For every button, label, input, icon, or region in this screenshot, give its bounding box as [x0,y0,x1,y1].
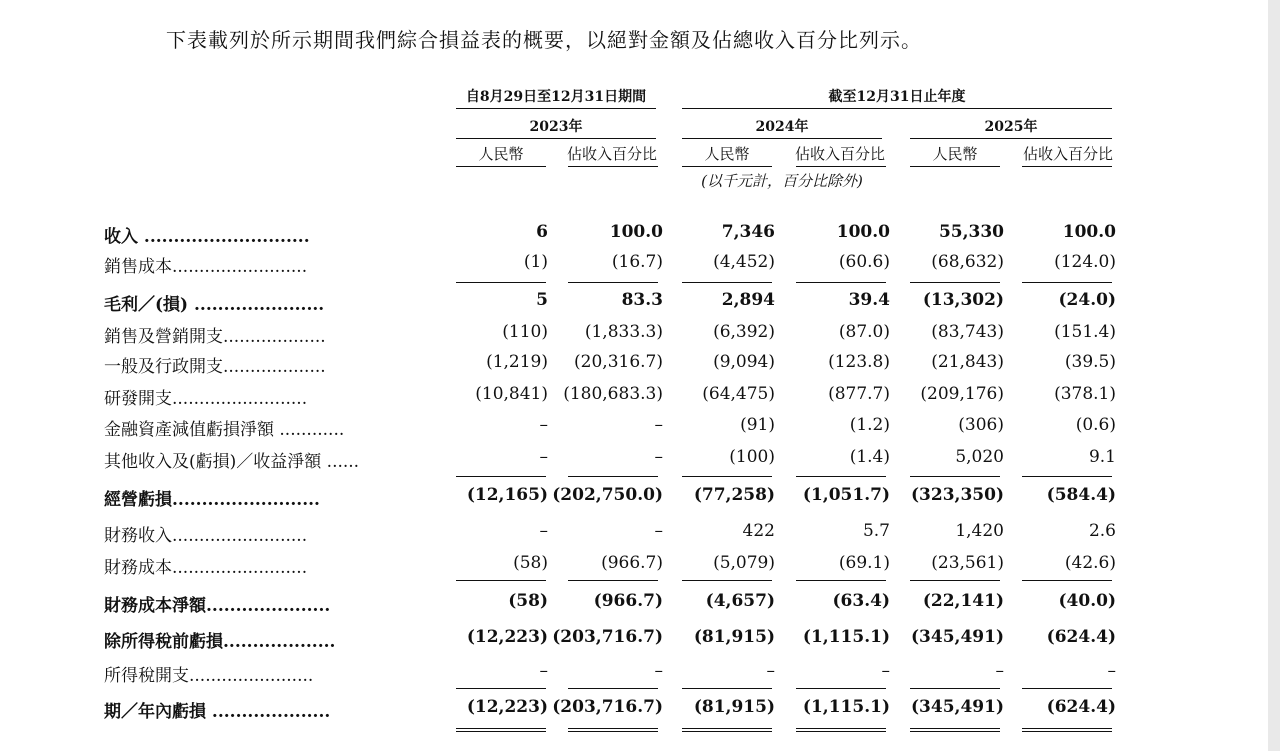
header-rule [682,108,1112,109]
row-label: 研發開支......................... [104,389,308,409]
value-cell: (81,915) [693,697,775,717]
header-period-2023: 自8月29日至12月31日期間 [465,89,647,105]
subtotal-rule [568,476,658,477]
table-row [0,352,1280,380]
value-cell: – [881,661,890,681]
subtotal-rule [1022,580,1112,581]
value-cell: 83.3 [621,290,663,310]
value-cell: (87.0) [838,322,890,342]
table-row [0,661,1280,689]
value-cell: (203,716.7) [552,697,663,717]
table-row [0,384,1280,412]
subtotal-rule [1022,476,1112,477]
value-cell: 100.0 [836,222,890,242]
value-cell: – [654,415,663,435]
unit-note: (以千元計，百分比除外) [701,172,863,190]
value-cell: (21,843) [931,352,1004,372]
intro-text: 下表載列於所示期間我們綜合損益表的概要，以絕對金額及佔總收入百分比列示。 [166,28,922,52]
header-rule [910,138,1112,139]
table-row [0,485,1280,513]
value-cell: 5,020 [955,447,1004,467]
value-cell: (0.6) [1075,415,1116,435]
table-row [0,252,1280,280]
value-cell: – [654,661,663,681]
value-cell: (323,350) [911,485,1004,505]
value-cell: – [539,415,548,435]
value-cell: (42.6) [1064,553,1116,573]
subtotal-rule [456,476,546,477]
subtotal-rule [682,688,772,689]
value-cell: (6,392) [713,322,775,342]
table-row [0,415,1280,443]
subtotal-rule [456,580,546,581]
value-cell: (77,258) [693,485,775,505]
subtotal-rule [910,688,1000,689]
subtotal-rule [568,282,658,283]
total-double-rule [456,728,546,732]
value-cell: (4,452) [713,252,775,272]
row-label: 其他收入及(虧損)／收益淨額 ...... [104,452,360,472]
table-row [0,290,1280,318]
value-cell: (1,115.1) [802,697,890,717]
value-cell: (58) [513,553,548,573]
value-cell: (306) [958,415,1004,435]
value-cell: (345,491) [911,627,1004,647]
subtotal-rule [682,580,772,581]
row-label: 一般及行政開支................... [104,357,326,377]
value-cell: (39.5) [1064,352,1116,372]
subtotal-rule [796,282,886,283]
value-cell: (1.4) [849,447,890,467]
header-2023: 2023年 [529,119,583,135]
value-cell: (1,115.1) [802,627,890,647]
total-double-rule [568,728,658,732]
value-cell: (584.4) [1046,485,1116,505]
header-rule [682,138,882,139]
subtotal-rule [568,580,658,581]
value-cell: (13,302) [922,290,1004,310]
value-cell: – [766,661,775,681]
value-cell: – [654,447,663,467]
subtotal-rule [796,580,886,581]
header-rmb: 人民幣 [478,145,524,163]
value-cell: (22,141) [922,591,1004,611]
row-label: 金融資產減值虧損淨額 ............ [104,420,345,440]
value-cell: (4,657) [705,591,775,611]
value-cell: 39.4 [848,290,890,310]
value-cell: 2.6 [1088,521,1116,541]
value-cell: 7,346 [721,222,775,242]
header-pct: 佔收入百分比 [566,145,657,163]
value-cell: (1.2) [849,415,890,435]
value-cell: 5 [536,290,548,310]
table-row [0,322,1280,350]
value-cell: (12,223) [466,697,548,717]
row-label: 財務成本淨額..................... [104,596,331,616]
subtotal-rule [910,476,1000,477]
value-cell: (100) [729,447,775,467]
value-cell: (1) [523,252,548,272]
total-double-rule [1022,728,1112,732]
value-cell: 422 [742,521,775,541]
value-cell: 100.0 [609,222,663,242]
table-row [0,553,1280,581]
subtotal-rule [568,688,658,689]
total-double-rule [796,728,886,732]
value-cell: (110) [502,322,548,342]
value-cell: (63.4) [832,591,890,611]
value-cell: 9.1 [1088,447,1116,467]
header-rmb: 人民幣 [704,145,750,163]
value-cell: (12,223) [466,627,548,647]
table-row [0,627,1280,655]
value-cell: (966.7) [601,553,663,573]
row-label: 財務成本......................... [104,558,308,578]
value-cell: (83,743) [931,322,1004,342]
header-rule [796,166,886,167]
table-row [0,447,1280,475]
subtotal-rule [1022,282,1112,283]
header-rule [568,166,658,167]
header-2024: 2024年 [755,119,809,135]
header-rule [456,108,656,109]
row-label: 收入 ............................ [104,227,310,247]
value-cell: (69.1) [838,553,890,573]
value-cell: – [654,521,663,541]
header-pct: 佔收入百分比 [794,145,885,163]
row-label: 銷售及營銷開支................... [104,327,326,347]
table-row [0,222,1280,250]
table-row [0,591,1280,619]
header-rule [456,138,656,139]
subtotal-rule [682,476,772,477]
row-label: 經營虧損......................... [104,490,320,510]
value-cell: (9,094) [713,352,775,372]
value-cell: (68,632) [931,252,1004,272]
value-cell: (20,316.7) [574,352,663,372]
header-pct: 佔收入百分比 [1022,145,1113,163]
row-label: 所得稅開支....................... [104,666,314,686]
value-cell: 5.7 [862,521,890,541]
value-cell: (1,219) [486,352,548,372]
value-cell: (58) [508,591,548,611]
value-cell: (202,750.0) [552,485,663,505]
subtotal-rule [796,688,886,689]
subtotal-rule [796,476,886,477]
value-cell: (624.4) [1046,697,1116,717]
subtotal-rule [456,688,546,689]
table-row [0,521,1280,549]
value-cell: 55,330 [938,222,1004,242]
subtotal-rule [1022,688,1112,689]
total-double-rule [910,728,1000,732]
value-cell: (345,491) [911,697,1004,717]
value-cell: (124.0) [1054,252,1116,272]
header-rule [682,166,772,167]
value-cell: (16.7) [611,252,663,272]
value-cell: (624.4) [1046,627,1116,647]
value-cell: (1,833.3) [584,322,663,342]
value-cell: 100.0 [1062,222,1116,242]
value-cell: (966.7) [593,591,663,611]
row-label: 財務收入......................... [104,526,308,546]
row-label: 毛利／(損) ...................... [104,295,325,315]
value-cell: (877.7) [828,384,890,404]
value-cell: (64,475) [702,384,775,404]
header-year-end: 截至12月31日止年度 [828,89,966,105]
value-cell: (60.6) [838,252,890,272]
value-cell: – [995,661,1004,681]
value-cell: (40.0) [1058,591,1116,611]
header-rule [910,166,1000,167]
value-cell: – [539,521,548,541]
row-label: 期／年內虧損 .................... [104,702,331,722]
value-cell: (81,915) [693,627,775,647]
header-rule [1022,166,1112,167]
table-row [0,697,1280,725]
value-cell: 1,420 [955,521,1004,541]
value-cell: (91) [740,415,775,435]
value-cell: (151.4) [1054,322,1116,342]
subtotal-rule [682,282,772,283]
value-cell: – [539,661,548,681]
value-cell: (180,683.3) [563,384,663,404]
value-cell: (5,079) [713,553,775,573]
value-cell: (12,165) [466,485,548,505]
value-cell: (378.1) [1054,384,1116,404]
total-double-rule [682,728,772,732]
value-cell: (24.0) [1058,290,1116,310]
subtotal-rule [456,282,546,283]
subtotal-rule [910,580,1000,581]
value-cell: 2,894 [721,290,775,310]
row-label: 除所得稅前虧損................... [104,632,336,652]
value-cell: (203,716.7) [552,627,663,647]
header-2025: 2025年 [984,119,1038,135]
header-rule [456,166,546,167]
value-cell: 6 [536,222,548,242]
value-cell: (123.8) [828,352,890,372]
value-cell: – [539,447,548,467]
value-cell: (1,051.7) [802,485,890,505]
subtotal-rule [910,282,1000,283]
value-cell: (10,841) [475,384,548,404]
row-label: 銷售成本......................... [104,257,308,277]
value-cell: (23,561) [931,553,1004,573]
value-cell: – [1107,661,1116,681]
value-cell: (209,176) [920,384,1004,404]
header-rmb: 人民幣 [932,145,978,163]
